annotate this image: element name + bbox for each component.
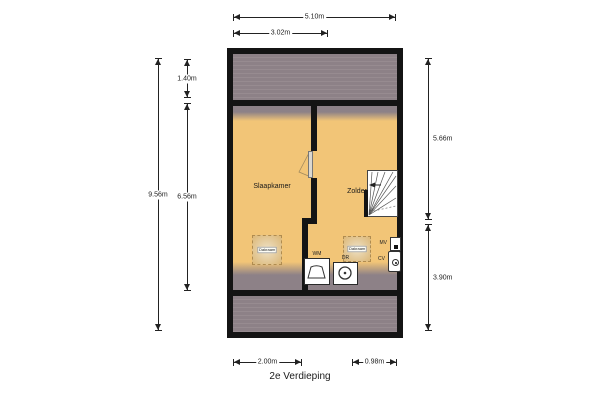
arrow-down-icon [155,324,161,330]
dim-right-top [421,58,453,220]
boiler-unit [388,251,401,272]
dim-left-top [177,59,197,98]
dim-left-main [177,103,197,291]
dim-label: 3.02m [270,29,291,37]
arrow-up-icon [425,225,431,231]
washing-machine [304,258,330,285]
roof-area-bottom [233,296,397,332]
dim-right-bottom [421,224,453,331]
ventilation-unit [390,237,401,251]
arrow-up-icon [155,59,161,65]
dim-bottom-stairs [352,355,397,369]
boiler-gauge-icon [392,259,399,266]
boiler-label: CV [378,256,385,262]
dim-label: 9.56m [148,191,168,198]
dim-top-left [233,26,328,40]
arrow-down-icon [425,324,431,330]
arrow-down-icon [425,213,431,219]
arrow-right-icon [389,14,395,20]
washing-machine-label: WM [312,251,322,257]
arrow-up-icon [184,60,190,66]
dakraam-label: Dakraam [348,246,366,252]
door-leaf [308,151,313,178]
arrow-down-icon [184,91,190,97]
dryer-drum-icon [334,263,356,283]
arrow-left-icon [353,359,359,365]
dim-label: 3.90m [433,274,453,281]
dim-label: 5.10m [304,13,325,21]
dim-label: 1.40m [177,75,197,82]
arrow-right-icon [321,30,327,36]
dakraam-left [252,235,282,265]
arrow-up-icon [184,104,190,110]
dim-left-total [148,58,168,331]
arrow-left-icon [234,14,240,20]
dim-bottom-left [233,355,302,369]
ventilation-icon [394,245,398,249]
dryer [333,262,358,285]
arrow-right-icon [390,359,396,365]
wall-partition-upper [311,106,317,151]
page-title: 2e Verdieping [269,371,331,382]
room-label-slaapkamer: Slaapkamer [253,183,291,190]
dim-label: 2.00m [257,358,278,366]
dim-label: 5.66m [433,135,453,143]
roof-area-top [233,54,397,100]
dryer-label: DR [341,255,350,261]
arrow-down-icon [184,284,190,290]
dakraam-label: Dakraam [258,247,276,253]
arrow-right-icon [295,359,301,365]
room-label-zolder: Zolder [347,188,367,195]
ventilation-label: MV [379,240,387,246]
dim-top-total [233,10,396,24]
floorplan [227,48,403,338]
arrow-up-icon [425,59,431,65]
dim-label: 0.98m [364,358,385,366]
arrow-left-icon [234,30,240,36]
washing-machine-icon [305,259,328,283]
arrow-left-icon [234,359,240,365]
dim-label: 6.56m [177,193,197,201]
